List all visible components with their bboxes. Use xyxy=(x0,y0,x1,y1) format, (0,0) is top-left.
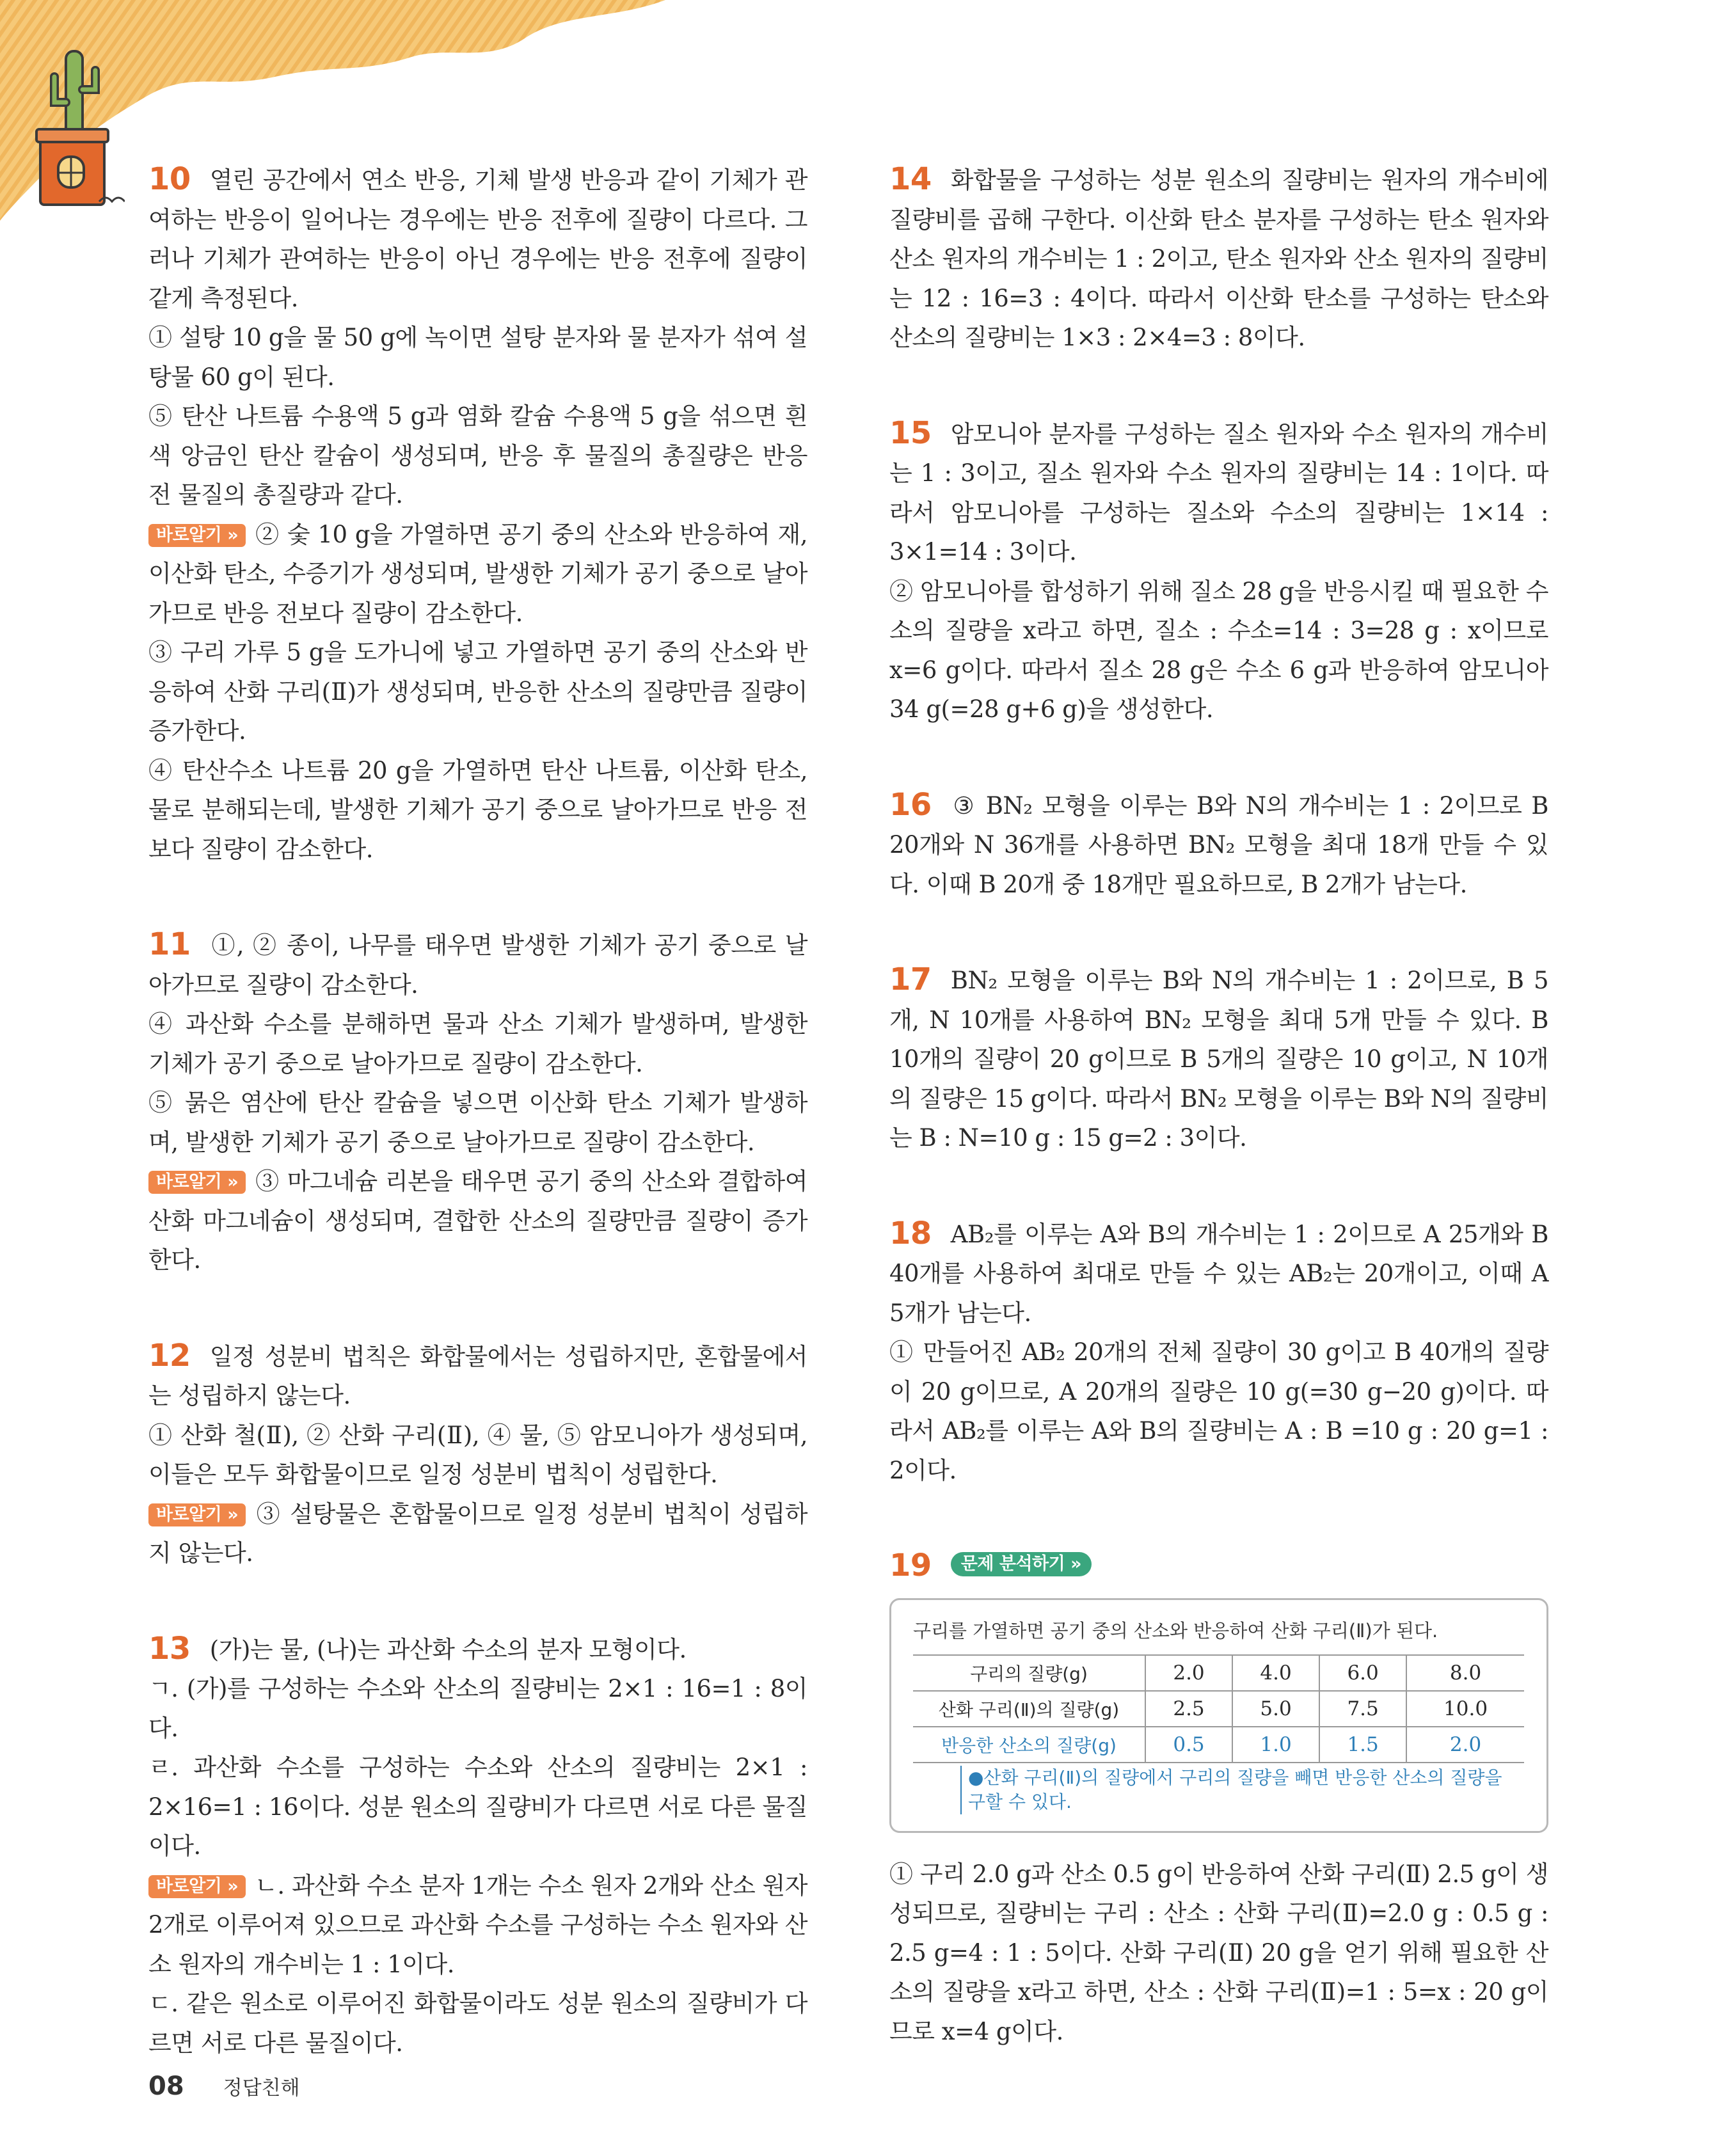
answer-text: BN₂ 모형을 이루는 B와 N의 개수비는 1 : 2이므로, B 5개, N 10개를 사용하여 BN₂ 모형을 최대 5개 만들 수 있다. B 10개의 질량이 20 g이므로 B 5개의 질량은 10 g이고, N 10개의 질량은 15 g이다. 따라서 BN₂ 모형을 이루는 B와 N의 질량비는 B : N=10 g : 15 g=2 : 3이다. xyxy=(889,967,1548,1152)
table-cell: 1.5 xyxy=(1319,1727,1406,1763)
table-cell: 2.5 xyxy=(1145,1691,1232,1727)
table-cell: 4.0 xyxy=(1232,1655,1319,1691)
page-footer xyxy=(148,2072,300,2101)
question-number: 14 xyxy=(889,161,932,197)
question-number: 17 xyxy=(889,962,932,997)
right-column xyxy=(889,160,1548,2051)
answer-13 xyxy=(148,1629,807,2063)
answer-19 xyxy=(889,1546,1548,2051)
table-cell: 10.0 xyxy=(1406,1691,1524,1727)
analysis-box-title: 구리를 가열하면 공기 중의 산소와 반응하여 산화 구리(Ⅱ)가 된다. xyxy=(913,1619,1438,1642)
answer-text: 암모니아 분자를 구성하는 질소 원자와 수소 원자의 개수비는 1 : 3이고, 질소 원자와 수소 원자의 질량비는 14 : 1이다. 따라서 암모니아를 구성하는 질소와 수소의 질량비는 1×14 : 3×1=14 : 3이다. xyxy=(889,420,1548,566)
page-number: 08 xyxy=(148,2072,184,2101)
row-label: 산화 구리(Ⅱ)의 질량(g) xyxy=(913,1691,1145,1727)
wrong-answer-block xyxy=(148,1494,807,1573)
table-cell: 8.0 xyxy=(1406,1655,1524,1691)
left-column xyxy=(148,160,807,2119)
answer-12-intro xyxy=(148,1336,807,1416)
answer-16-intro xyxy=(889,786,1548,905)
answer-text: ③ 구리 가루 5 g을 도가니에 넣고 가열하면 공기 중의 산소와 반응하여 산화 구리(Ⅱ)가 생성되며, 반응한 산소의 질량만큼 질량이 증가한다. xyxy=(148,638,807,745)
answer-11 xyxy=(148,925,807,1280)
question-number: 18 xyxy=(889,1215,932,1251)
question-number: 15 xyxy=(889,415,932,451)
row-label: 반응한 산소의 질량(g) xyxy=(913,1727,1145,1763)
table-row xyxy=(913,1691,1524,1727)
answer-18 xyxy=(889,1214,1548,1491)
mass-table xyxy=(913,1654,1524,1763)
table-cell: 2.0 xyxy=(1406,1727,1524,1763)
answer-text: ㄱ. (가)를 구성하는 수소와 산소의 질량비는 2×1 : 16=1 : 8이다. xyxy=(148,1675,807,1742)
table-cell: 2.0 xyxy=(1145,1655,1232,1691)
table-cell: 7.5 xyxy=(1319,1691,1406,1727)
answer-17-intro xyxy=(889,960,1548,1158)
answer-text: 화합물을 구성하는 성분 원소의 질량비는 원자의 개수비에 질량비를 곱해 구한다. 이산화 탄소 분자를 구성하는 탄소 원자와 산소 원자의 개수비는 1 : 2이고, 탄소 원자와 산소 원자의 질량비는 12 : 16=3 : 4이다. 따라서 이산화 탄소를 구성하는 탄소와 산소의 질량비는 1×3 : 2×4=3 : 8이다. xyxy=(889,166,1548,351)
answer-text: ② 숯 10 g을 가열하면 공기 중의 산소와 반응하여 재, 이산화 탄소, 수증기가 생성되며, 발생한 기체가 공기 중으로 날아가므로 반응 전보다 질량이 감소한다. xyxy=(148,520,807,627)
wrong-answer-badge: 바로알기 » xyxy=(148,1171,246,1194)
table-note: ●산화 구리(Ⅱ)의 질량에서 구리의 질량을 빼면 반응한 산소의 질량을 구할 수 있다. xyxy=(960,1766,1525,1814)
answer-13-intro xyxy=(148,1629,807,1670)
question-number: 19 xyxy=(889,1548,932,1583)
answer-text: ③ BN₂ 모형을 이루는 B와 N의 개수비는 1 : 2이므로 B 20개와 N 36개를 사용하면 BN₂ 모형을 최대 18개 만들 수 있다. 이때 B 20개 중 18개만 필요하므로, B 2개가 남는다. xyxy=(889,791,1548,898)
answer-text: ④ 탄산수소 나트륨 20 g을 가열하면 탄산 나트륨, 이산화 탄소, 물로 분해되는데, 발생한 기체가 공기 중으로 날아가므로 반응 전보다 질량이 감소한다. xyxy=(148,756,807,863)
answer-17 xyxy=(889,960,1548,1158)
answer-text: ① 산화 철(Ⅱ), ② 산화 구리(Ⅱ), ④ 물, ⑤ 암모니아가 생성되며, 이들은 모두 화합물이므로 일정 성분비 법칙이 성립한다. xyxy=(148,1421,807,1488)
table-cell: 1.0 xyxy=(1232,1727,1319,1763)
answer-14 xyxy=(889,160,1548,358)
wrong-answer-block xyxy=(148,1162,807,1280)
table-cell: 5.0 xyxy=(1232,1691,1319,1727)
answer-text: ① 만들어진 AB₂ 20개의 전체 질량이 30 g이고 B 40개의 질량이 20 g이므로, A 20개의 질량은 10 g(=30 g−20 g)이다. 따라서 AB₂를 이루는 A와 B의 질량비는 A : B =10 g : 20 g=1 : 2이다. xyxy=(889,1338,1548,1484)
answer-text: AB₂를 이루는 A와 B의 개수비는 1 : 2이므로 A 25개와 B 40개를 사용하여 최대로 만들 수 있는 AB₂는 20개이고, 이때 A 5개가 남는다. xyxy=(889,1220,1548,1327)
answer-text: ⑤ 탄산 나트륨 수용액 5 g과 염화 칼슘 수용액 5 g을 섞으면 흰색 앙금인 탄산 칼슘이 생성되며, 반응 후 물질의 총질량은 반응 전 물질의 총질량과 같다. xyxy=(148,402,807,509)
wrong-answer-block xyxy=(148,1866,807,1985)
answer-text: ② 암모니아를 합성하기 위해 질소 28 g을 반응시킬 때 필요한 수소의 질량을 x라고 하면, 질소 : 수소=14 : 3=28 g : x이므로 x=6 g이다. 따라서 질소 28 g은 수소 6 g과 반응하여 암모니아 34 g(=28 g+6 g)을 생성한다. xyxy=(889,577,1548,723)
answer-text: ④ 과산화 수소를 분해하면 물과 산소 기체가 발생하며, 발생한 기체가 공기 중으로 날아가므로 질량이 감소한다. xyxy=(148,1010,807,1077)
answer-text: 열린 공간에서 연소 반응, 기체 발생 반응과 같이 기체가 관여하는 반응이 일어나는 경우에는 반응 전후에 질량이 다르다. 그러나 기체가 관여하는 반응이 아닌 경우에는 반응 전후에 질량이 같게 측정된다. xyxy=(148,166,807,312)
answer-text: ③ 설탕물은 혼합물이므로 일정 성분비 법칙이 성립하지 않는다. xyxy=(148,1500,807,1567)
answer-18-intro xyxy=(889,1214,1548,1333)
problem-analysis-badge: 문제 분석하기 » xyxy=(951,1552,1092,1576)
answer-10-intro xyxy=(148,160,807,318)
answer-12 xyxy=(148,1336,807,1573)
cactus-pot-icon xyxy=(29,38,125,218)
answer-19-header xyxy=(889,1546,1548,1587)
question-number: 10 xyxy=(148,161,191,197)
answer-text: ①, ② 종이, 나무를 태우면 발생한 기체가 공기 중으로 날아가므로 질량이 감소한다. xyxy=(148,931,807,999)
answer-text: 일정 성분비 법칙은 화합물에서는 성립하지만, 혼합물에서는 성립하지 않는다. xyxy=(148,1342,807,1409)
answer-14-intro xyxy=(889,160,1548,358)
question-number: 16 xyxy=(889,786,932,823)
answer-text: ① 구리 2.0 g과 산소 0.5 g이 반응하여 산화 구리(Ⅱ) 2.5 g이 생성되므로, 질량비는 구리 : 산소 : 산화 구리(Ⅱ)=2.0 g : 0.5 g : 2.5 g=4 : 1 : 5이다. 산화 구리(Ⅱ) 20 g을 얻기 위해 필요한 산소의 질량을 x라고 하면, 산소 : 산화 구리(Ⅱ)=1 : 5=x : 20 g이므로 x=4 g이다. xyxy=(889,1860,1548,2045)
book-title: 정답친해 xyxy=(223,2077,300,2100)
wrong-answer-badge: 바로알기 » xyxy=(148,1503,246,1526)
answer-text: ③ 마그네슘 리본을 태우면 공기 중의 산소와 결합하여 산화 마그네슘이 생성되며, 결합한 산소의 질량만큼 질량이 증가한다. xyxy=(148,1168,807,1274)
wrong-answer-badge: 바로알기 » xyxy=(148,524,246,547)
analysis-box xyxy=(889,1598,1548,1833)
table-row xyxy=(913,1727,1524,1763)
answer-text: ① 설탕 10 g을 물 50 g에 녹이면 설탕 분자와 물 분자가 섞여 설탕물 60 g이 된다. xyxy=(148,324,807,391)
row-label: 구리의 질량(g) xyxy=(913,1655,1145,1691)
table-cell: 0.5 xyxy=(1145,1727,1232,1763)
answer-text: ㄷ. 같은 원소로 이루어진 화합물이라도 성분 원소의 질량비가 다르면 서로 다른 물질이다. xyxy=(148,1990,807,2057)
wrong-answer-badge: 바로알기 » xyxy=(148,1875,246,1898)
table-cell: 6.0 xyxy=(1319,1655,1406,1691)
answer-text: ㄹ. 과산화 수소를 구성하는 수소와 산소의 질량비는 2×1 : 2×16=1 : 16이다. 성분 원소의 질량비가 다르면 서로 다른 물질이다. xyxy=(148,1754,807,1860)
answer-15 xyxy=(889,414,1548,729)
question-number: 12 xyxy=(148,1337,191,1374)
answer-10 xyxy=(148,160,807,869)
table-row xyxy=(913,1655,1524,1691)
answer-text: ⑤ 묽은 염산에 탄산 칼슘을 넣으면 이산화 탄소 기체가 발생하며, 발생한 기체가 공기 중으로 날아가므로 질량이 감소한다. xyxy=(148,1089,807,1156)
answer-15-intro xyxy=(889,414,1548,572)
answer-11-intro xyxy=(148,925,807,1004)
answer-16 xyxy=(889,786,1548,905)
question-number: 11 xyxy=(148,926,191,962)
question-number: 13 xyxy=(148,1630,191,1667)
answer-text: ㄴ. 과산화 수소 분자 1개는 수소 원자 2개와 산소 원자 2개로 이루어져 있으므로 과산화 수소를 구성하는 수소 원자와 산소 원자의 개수비는 1 : 1이다. xyxy=(148,1871,807,1978)
answer-text: (가)는 물, (나)는 과산화 수소의 분자 모형이다. xyxy=(209,1635,687,1663)
wrong-answer-block xyxy=(148,515,807,633)
